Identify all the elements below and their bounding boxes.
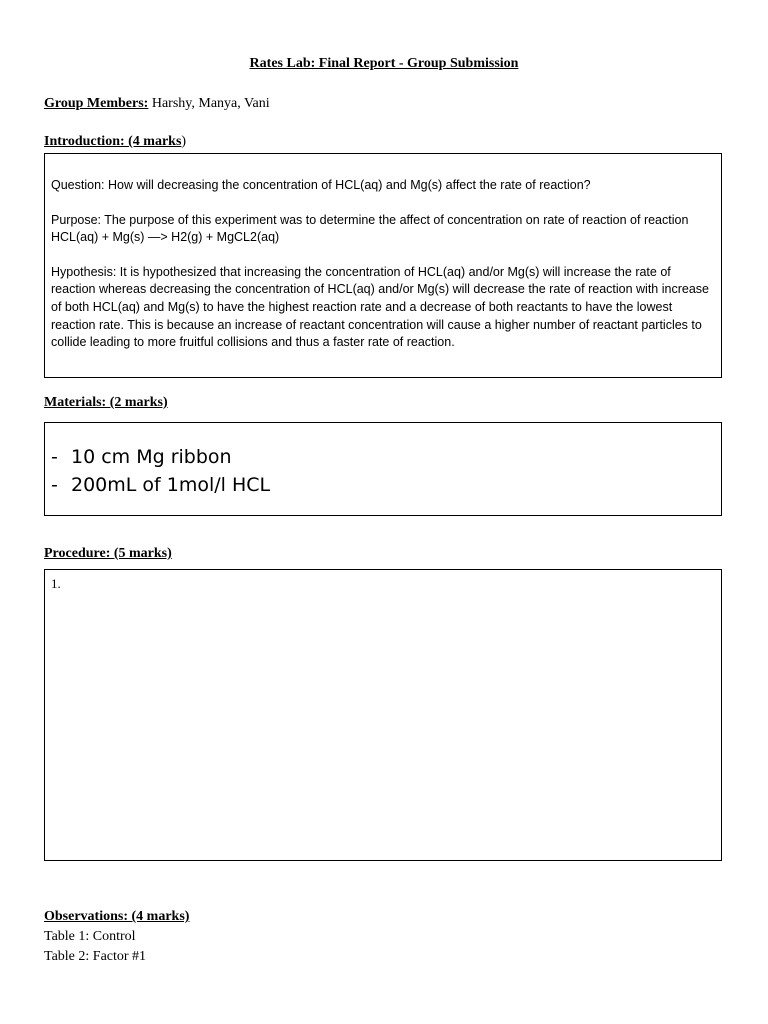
materials-item [51, 471, 715, 499]
procedure-heading: Procedure: (5 marks) [44, 546, 172, 561]
group-members-label: Group Members: [44, 96, 149, 111]
purpose-text: Purpose: The purpose of this experiment was to determine the affect of concentration on rate of reaction of reaction HCL(aq) + Mg(s) —> H2(g) + MgCL2(aq) [51, 212, 689, 245]
materials-item-text: 200mL of 1mol/l HCL [71, 474, 271, 496]
introduction-heading: Introduction: (4 marks [44, 134, 182, 149]
group-members-line [44, 96, 270, 112]
materials-item-text: 10 cm Mg ribbon [71, 446, 232, 468]
table-2-caption: Table 2: Factor #1 [44, 949, 147, 964]
observations-heading: Observations: (4 marks) [44, 909, 190, 924]
introduction-heading-close: ) [181, 134, 187, 149]
introduction-box[interactable] [44, 153, 722, 378]
materials-heading: Materials: (2 marks) [44, 395, 168, 410]
materials-item [51, 443, 715, 471]
procedure-box[interactable] [44, 569, 722, 861]
question-text: Question: How will decreasing the concentration of HCL(aq) and Mg(s) affect the rate of reaction? [51, 178, 591, 192]
page-title: Rates Lab: Final Report - Group Submission [249, 56, 519, 71]
group-members-value: Harshy, Manya, Vani [148, 96, 270, 111]
introduction-heading-line [44, 134, 186, 150]
procedure-step: 1. [51, 576, 61, 591]
materials-box[interactable] [44, 422, 722, 516]
materials-bullet: - [51, 446, 58, 468]
materials-bullet: - [51, 474, 58, 496]
hypothesis-text: Hypothesis: It is hypothesized that increasing the concentration of HCL(aq) and/or Mg(s) will increase the rate of reaction whereas decreasing the concentration of HCL(aq) and/or Mg(s) will decrease the rate of reaction with increase of both HCL(aq) and Mg(s) to have the highest reaction rate and a decrease of both reactants to have the lowest reaction rate. This is because an increase of reactant concentration will cause a higher number of reactant particles to collide leading to more fruitful collisions and thus a faster rate of reaction. [51, 264, 709, 350]
table-1-caption: Table 1: Control [44, 929, 136, 944]
